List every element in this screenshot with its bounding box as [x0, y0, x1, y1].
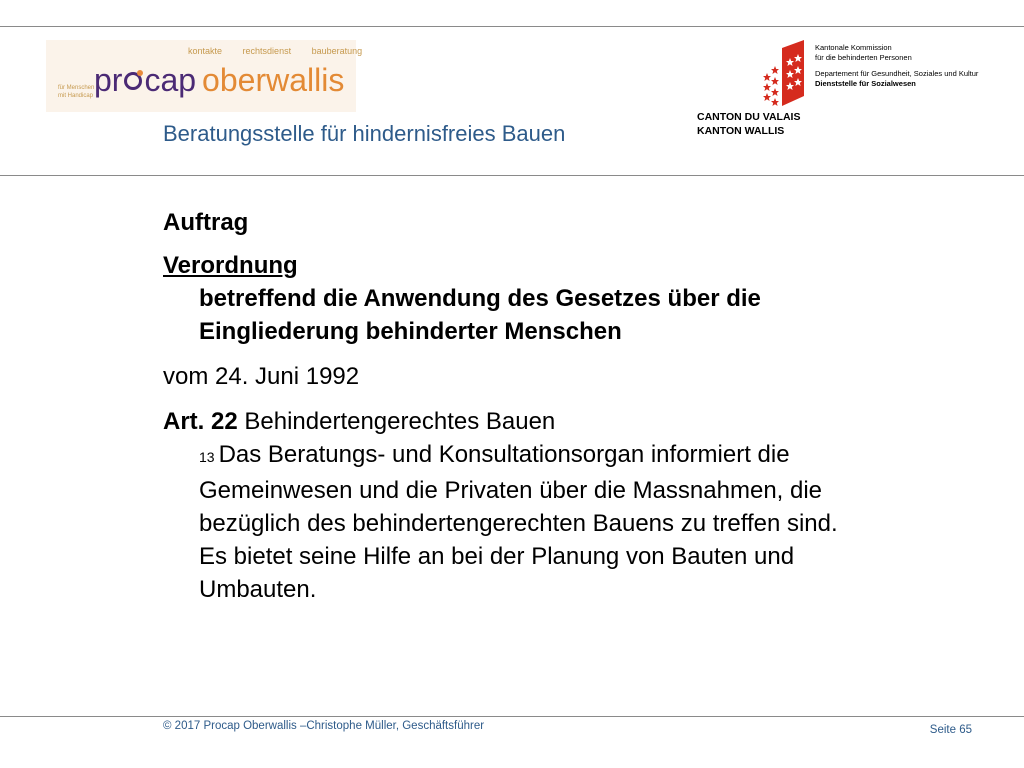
ordinance-date: vom 24. Juni 1992	[163, 363, 360, 390]
paragraph-line-2: Gemeinwesen und die Privaten über die Massnahmen, die	[199, 477, 823, 504]
kommission-line-2: für die behinderten Personen	[815, 53, 912, 62]
procap-tagline-line-2: mit Handicap	[58, 93, 94, 99]
paragraph-line-1	[199, 438, 963, 474]
department-line-2: Dienststelle für Sozialwesen	[815, 79, 916, 88]
paragraph-line-3: bezüglich des behindertengerechten Bauens zu treffen sind.	[199, 510, 838, 537]
ordinance-title: Verordnung	[163, 252, 298, 279]
procap-nav-rechtsdienst: rechtsdienst	[242, 46, 292, 56]
procap-nav-kontakte: kontakte	[188, 46, 223, 56]
article-heading	[163, 405, 963, 438]
kommission-line-1: Kantonale Kommission	[815, 43, 892, 52]
slide-content	[163, 206, 963, 606]
procap-wordmark-cap: cap	[144, 62, 197, 98]
top-rule	[0, 26, 1024, 27]
kommission-block	[815, 43, 978, 89]
department-line-1: Departement für Gesundheit, Soziales und Kultur	[815, 69, 979, 78]
procap-wordmark-region: oberwallis	[202, 62, 345, 98]
article-number: Art. 22	[163, 408, 238, 435]
paragraph-number: 13	[199, 449, 215, 465]
header-divider	[0, 175, 1024, 176]
paragraph-line-5: Umbauten.	[199, 576, 317, 603]
procap-tagline-line-1: für Menschen	[58, 85, 95, 91]
canton-name	[697, 110, 800, 138]
heading-auftrag: Auftrag	[163, 209, 249, 236]
procap-nav-bauberatung: bauberatung	[311, 46, 363, 56]
procap-o-icon	[123, 70, 143, 92]
canton-name-de: KANTON WALLIS	[697, 125, 785, 137]
footer-copyright: © 2017 Procap Oberwallis –Christophe Müller, Geschäftsführer	[163, 720, 485, 732]
canton-valais-crest-icon	[760, 40, 804, 106]
footer-divider	[0, 716, 1024, 717]
procap-wordmark-pr: pr	[94, 62, 123, 98]
ordinance-subtitle-line-1: betreffend die Anwendung des Gesetzes über die	[199, 285, 761, 312]
ordinance-subtitle	[163, 282, 963, 348]
footer-page-number: Seite 65	[929, 724, 972, 736]
procap-wordmark	[94, 60, 344, 100]
procap-tagline	[58, 84, 94, 100]
paragraph-line-4: Es bietet seine Hilfe an bei der Planung von Bauten und	[199, 543, 795, 570]
page-subtitle: Beratungsstelle für hindernisfreies Bauen	[163, 121, 566, 146]
article-paragraph	[163, 438, 963, 606]
article-title: Behindertengerechtes Bauen	[237, 408, 556, 435]
canton-name-fr: CANTON DU VALAIS	[697, 111, 801, 123]
ordinance-subtitle-line-2: Eingliederung behinderter Menschen	[199, 318, 622, 345]
procap-logo-nav	[188, 46, 380, 56]
procap-logo	[46, 40, 363, 112]
paragraph-text-1: Das Beratungs- und Konsultationsorgan informiert die	[218, 441, 790, 468]
